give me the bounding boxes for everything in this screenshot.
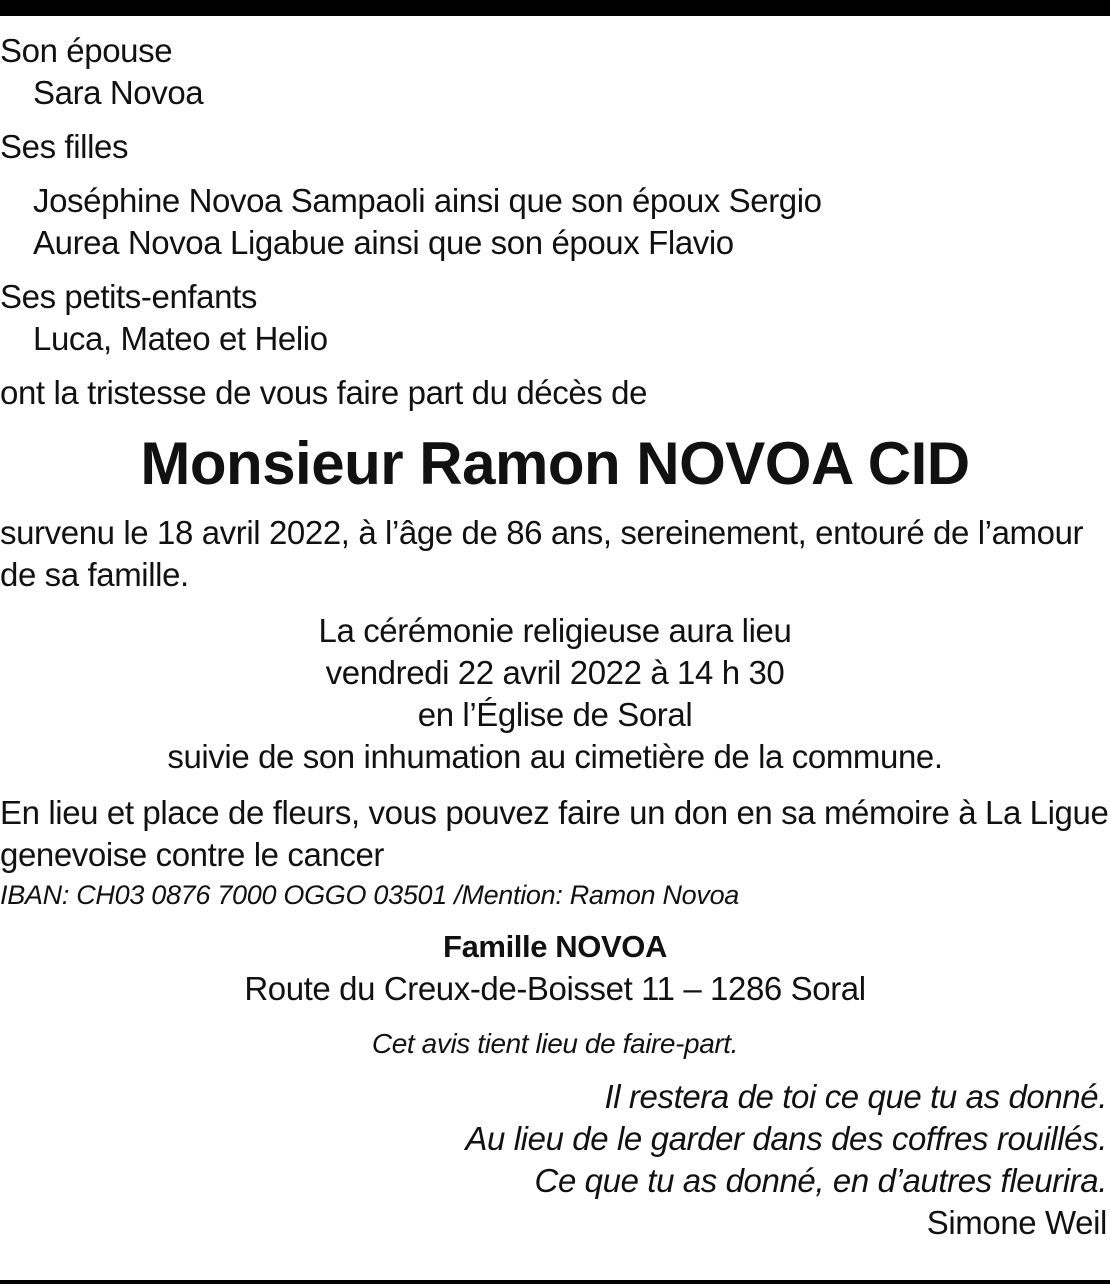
spouse-heading: Son épouse	[0, 32, 173, 69]
ceremony-line: suivie de son inhumation au cimetière de la commune.	[167, 738, 943, 775]
poem-line: Au lieu de le garder dans des coffres rouillés.	[465, 1120, 1107, 1157]
contact-block	[0, 926, 1110, 1010]
daughters-heading: Ses filles	[0, 128, 129, 165]
announcement-intro: ont la tristesse de vous faire part du décès de	[0, 374, 648, 411]
ceremony-line: vendredi 22 avril 2022 à 14 h 30	[325, 654, 785, 691]
daughter-line: Joséphine Novoa Sampaoli ainsi que son époux Sergio	[33, 182, 822, 219]
grandchildren-heading: Ses petits-enfants	[0, 278, 257, 315]
top-rule	[0, 0, 1110, 16]
death-details: survenu le 18 avril 2022, à l’âge de 86 ans, sereinement, entouré de l’amour de sa famille.	[0, 514, 1084, 593]
deceased-name: Monsieur Ramon NOVOA CID	[140, 430, 970, 497]
notice-text: Cet avis tient lieu de faire-part.	[371, 1028, 739, 1059]
ceremony-block	[0, 610, 1110, 778]
poem-line: Ce que tu as donné, en d’autres fleurira.	[534, 1162, 1107, 1199]
bottom-rule	[0, 1280, 1110, 1284]
family-address: Route du Creux-de-Boisset 11 – 1286 Soral	[244, 970, 866, 1007]
poem-line: Il restera de toi ce que tu as donné.	[604, 1078, 1107, 1115]
grandchildren-names: Luca, Mateo et Helio	[33, 320, 328, 357]
family-signature: Famille NOVOA	[443, 929, 667, 964]
poem-block	[0, 1076, 1110, 1202]
ceremony-line: La cérémonie religieuse aura lieu	[318, 612, 792, 649]
poem-author: Simone Weil	[926, 1204, 1107, 1241]
iban-line: IBAN: CH03 0876 7000 OGGO 03501 /Mention: Ramon Novoa	[0, 880, 740, 910]
spouse-name: Sara Novoa	[33, 74, 204, 111]
donation-text: En lieu et place de fleurs, vous pouvez faire un don en sa mémoire à La Ligue genevoise contre le cancer	[0, 794, 1109, 873]
ceremony-line: en l’Église de Soral	[417, 696, 693, 733]
daughter-line: Aurea Novoa Ligabue ainsi que son époux Flavio	[33, 224, 734, 261]
obituary-notice	[0, 30, 1110, 1244]
